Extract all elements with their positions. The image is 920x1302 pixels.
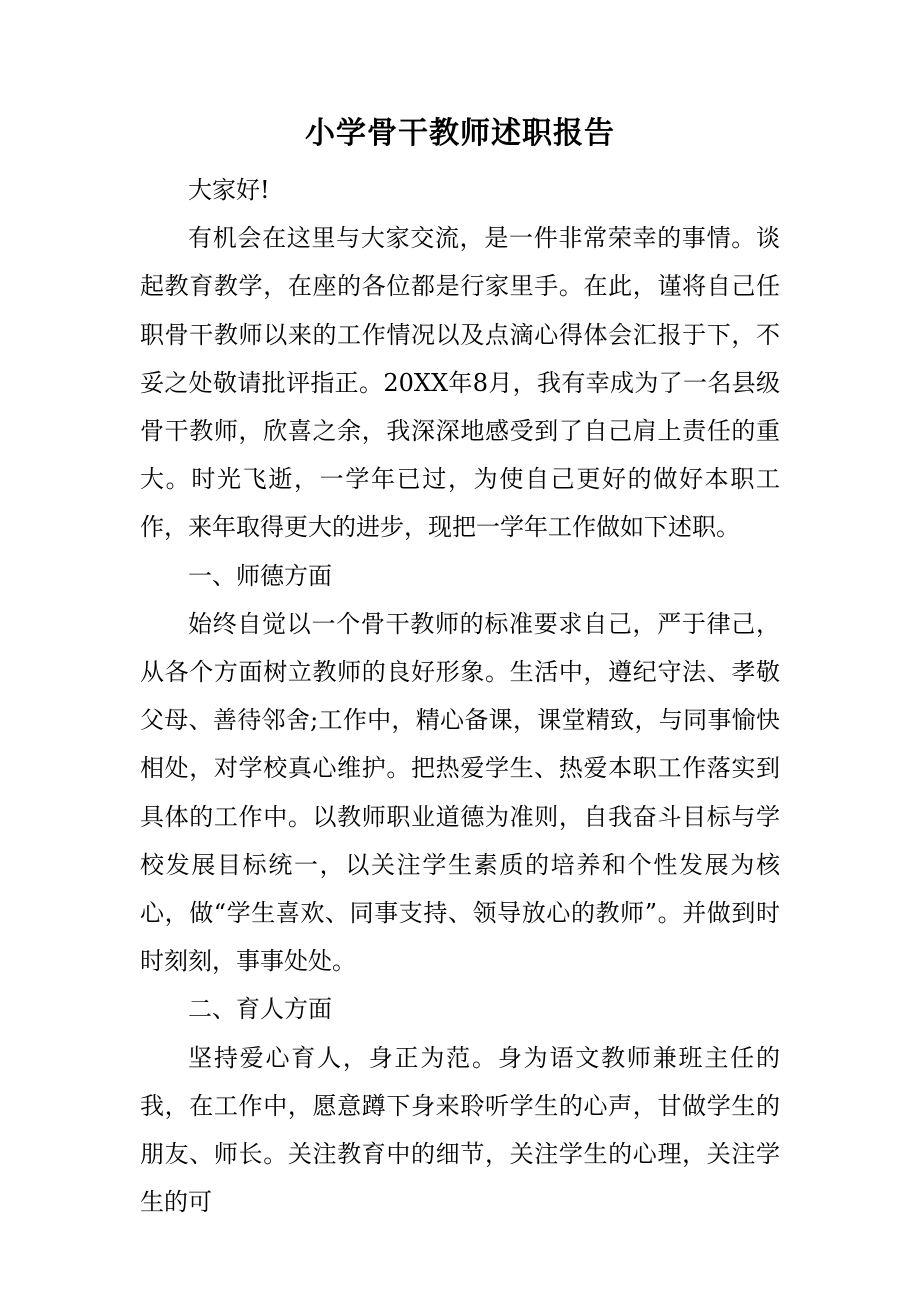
document-title: 小学骨干教师述职报告 [305,116,615,151]
ethics-paragraph: 始终自觉以一个骨干教师的标准要求自己，严于律己，从各个方面树立教师的良好形象。生活中，遵纪守法、孝敬父母、善待邻舍;工作中，精心备课，课堂精致，与同事愉快相处，对学校真心维护。把热爱学生、热爱本职工作落实到具体的工作中。以教师职业道德为准则，自我奋斗目标与学校发展目标统一，以关注学生素质的培养和个性发展为核心，做“学生喜欢、同事支持、领导放心的教师”。并做到时时刻刻，事事处处。 [140,609,780,976]
document-body [140,166,780,1226]
greeting-paragraph: 大家好! [188,176,270,204]
education-paragraph: 坚持爱心育人，身正为范。身为语文教师兼班主任的我，在工作中，愿意蹲下身来聆听学生的心声，甘做学生的朋友、师长。关注教育中的细节，关注学生的心理，关注学生的可 [140,1043,780,1217]
intro-paragraph: 有机会在这里与大家交流，是一件非常荣幸的事情。谈起教育教学，在座的各位都是行家里手。在此，谨将自己任职骨干教师以来的工作情况以及点滴心得体会汇报于下，不妥之处敬请批评指正。20XX年8月，我有幸成为了一名县级骨干教师，欣喜之余，我深深地感受到了自己肩上责任的重大。时光飞逝，一学年已过，为使自己更好的做好本职工作，来年取得更大的进步，现把一学年工作做如下述职。 [140,224,780,542]
section-heading-education: 二、育人方面 [188,995,332,1024]
section-heading-ethics: 一、师德方面 [188,561,332,590]
